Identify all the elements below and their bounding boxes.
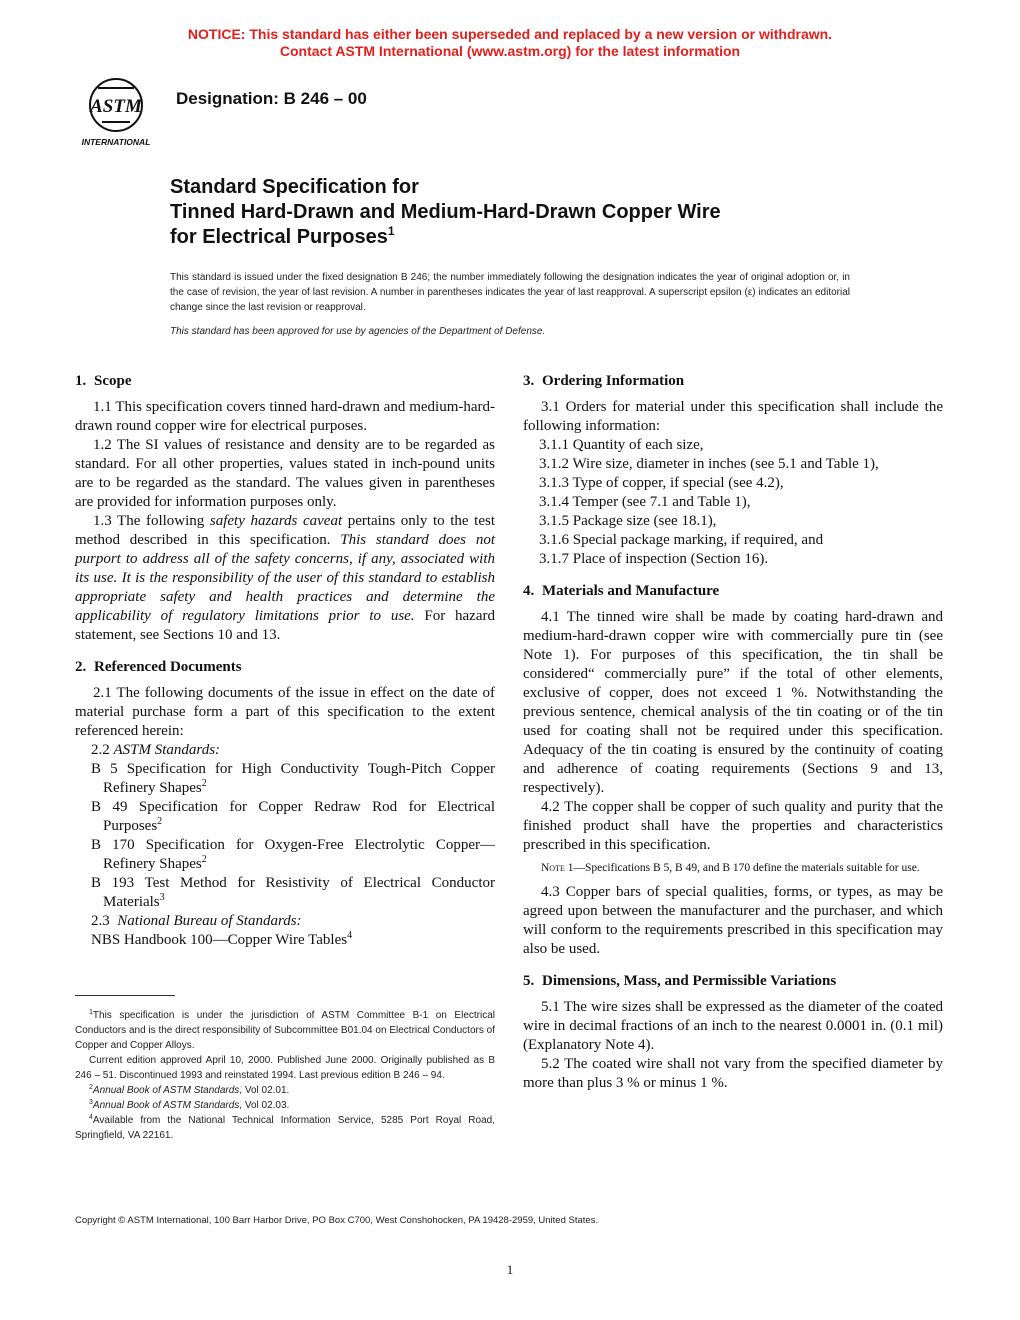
footnotes bbox=[75, 995, 495, 1143]
section-scope bbox=[75, 372, 495, 645]
paragraph: 4.3 Copper bars of special qualities, forms, or types, as may be agreed upon between the manufacturer and the purchaser, and which will conform to the requirements prescribed in this specification may also be used. bbox=[523, 884, 943, 957]
astm-logo bbox=[72, 72, 160, 152]
section-ordering-information bbox=[523, 372, 943, 569]
paragraph: 5.1 The wire sizes shall be expressed as the diameter of the coated wire in decimal fractions of an inch to the nearest 0.0001 in. (0.1 mil) (Explanatory Note 4). bbox=[523, 999, 943, 1053]
paragraph: 1.2 The SI values of resistance and density are to be regarded as standard. For all other properties, values stated in inch-pound units are to be regarded as the standard. The values given in parentheses are provided for information purposes only. bbox=[75, 437, 495, 510]
section-heading: 2. Referenced Documents bbox=[75, 659, 242, 675]
list-item: 3.1.2 Wire size, diameter in inches (see 5.1 and Table 1), bbox=[539, 456, 879, 472]
copyright: Copyright © ASTM International, 100 Barr Harbor Drive, PO Box C700, West Conshohocken, PA 19428-2959, United States. bbox=[75, 1215, 599, 1226]
paragraph: 1.3 The following safety hazards caveat pertains only to the test method described in this specification. This standard does not purport to address all of the safety concerns, if any, associated with its use. It is the responsibility of the user of this standard to establish appropriate safety and health practices and determine the applicability of regulatory limitations prior to use. For hazard statement, see Sections 10 and 13. bbox=[75, 513, 495, 643]
section-heading: 5. Dimensions, Mass, and Permissible Variations bbox=[523, 973, 837, 989]
list-item: 3.1.7 Place of inspection (Section 16). bbox=[539, 551, 769, 567]
designation: Designation: B 246 – 00 bbox=[176, 89, 367, 108]
note: Note 1—Specifications B 5, B 49, and B 170 define the materials suitable for use. bbox=[541, 862, 920, 874]
section-materials-and-manufacture bbox=[523, 582, 943, 959]
list-item: 3.1.4 Temper (see 7.1 and Table 1), bbox=[539, 494, 751, 510]
footnote: $^2$Annual Book of ASTM Standards, Vol 02.01. bbox=[89, 1084, 290, 1096]
reference-item: B 5 Specification for High Conductivity Tough-Pitch Copper Refinery Shapes$^2$ bbox=[91, 761, 495, 796]
section-dimensions bbox=[523, 972, 943, 1093]
section-heading: 1. Scope bbox=[75, 373, 132, 389]
reference-item: B 49 Specification for Copper Redraw Rod for Electrical Purposes$^2$ bbox=[91, 799, 495, 834]
reference-item: B 170 Specification for Oxygen-Free Electrolytic Copper—Refinery Shapes$^2$ bbox=[91, 837, 495, 872]
list-item: 3.1.5 Package size (see 18.1), bbox=[539, 513, 717, 529]
subheading: 2.3 National Bureau of Standards: bbox=[91, 913, 302, 929]
paragraph: 2.1 The following documents of the issue in effect on the date of material purchase form a part of this specification to the extent referenced herein: bbox=[75, 685, 495, 739]
list-item: 3.1.6 Special package marking, if required, and bbox=[539, 532, 824, 548]
svg-text:INTERNATIONAL: INTERNATIONAL bbox=[81, 137, 151, 147]
reference-item: NBS Handbook 100—Copper Wire Tables$^4$ bbox=[91, 930, 353, 948]
list-item: 3.1.1 Quantity of each size, bbox=[539, 437, 704, 453]
paragraph: 4.1 The tinned wire shall be made by coating hard-drawn and medium-hard-drawn copper wire with commercially pure tin (see Note 1). For purposes of this specification, the tin shall be considered“ commercially pure” if the total of other elements, exclusive of copper, does not exceed 1 %. Notwithstanding the previous sentence, chemical analysis of the tin coating or of the tin used for coating shall not be required under this specification. Adequacy of the tin coating is ensured by the continuity of coating and adherence of coating requirements (Sections 9 and 13, respectively). bbox=[523, 609, 943, 796]
title-line-3: for Electrical Purposes$^1$ bbox=[170, 224, 395, 248]
paragraph: 5.2 The coated wire shall not vary from the specified diameter by more than plus 3 % or minus 1 %. bbox=[523, 1056, 943, 1091]
list-item: 3.1.3 Type of copper, if special (see 4.2), bbox=[539, 475, 784, 491]
footnote: $^4$Available from the National Technical Information Service, 5285 Port Royal Road, Springfield, VA 22161. bbox=[75, 1114, 495, 1141]
paragraph: 4.2 The copper shall be copper of such quality and purity that the finished product shall have the properties and characteristics prescribed in this specification. bbox=[523, 799, 943, 853]
paragraph: 1.1 This specification covers tinned hard-drawn and medium-hard-drawn round copper wire for electrical purposes. bbox=[75, 399, 495, 434]
footnote-rule bbox=[75, 995, 175, 996]
section-referenced-documents bbox=[75, 658, 495, 950]
subheading: 2.2 ASTM Standards: bbox=[91, 742, 221, 758]
reference-item: B 193 Test Method for Resistivity of Electrical Conductor Materials$^3$ bbox=[91, 875, 495, 910]
page-number: 1 bbox=[506, 1262, 514, 1277]
left-column bbox=[75, 372, 495, 963]
section-heading: 3. Ordering Information bbox=[523, 373, 685, 389]
notice-line-2: Contact ASTM International (www.astm.org) for the latest information bbox=[279, 43, 741, 59]
svg-text:ASTM: ASTM bbox=[90, 96, 142, 117]
dod-approval-statement: This standard has been approved for use by agencies of the Department of Defense. bbox=[170, 326, 546, 337]
footnote: Current edition approved April 10, 2000. Published June 2000. Originally published as B 246 – 51. Discontinued 1993 and reinstated 1994. Last previous edition B 246 – 94. bbox=[75, 1055, 495, 1081]
title-line-2: Tinned Hard-Drawn and Medium-Hard-Drawn Copper Wire bbox=[170, 201, 721, 223]
title-line-1: Standard Specification for bbox=[170, 176, 419, 198]
document-title bbox=[170, 175, 930, 250]
footnote: $^3$Annual Book of ASTM Standards, Vol 02.03. bbox=[89, 1099, 290, 1111]
footnote: $^1$This specification is under the jurisdiction of ASTM Committee B-1 on Electrical Conductors and is the direct responsibility of Subcommittee B01.04 on Electrical Conductors of Copper and Copper Alloys. bbox=[75, 1009, 495, 1051]
paragraph: 3.1 Orders for material under this specification shall include the following information: bbox=[523, 399, 943, 434]
notice-line-1: NOTICE: This standard has either been superseded and replaced by a new version or withdrawn. bbox=[187, 26, 833, 42]
issuance-statement: This standard is issued under the fixed designation B 246; the number immediately following the designation indicates the year of original adoption or, in the case of revision, the year of last revision. A number in parentheses indicates the year of last reapproval. A superscript epsilon (ε) indicates an editorial change since the last revision or reapproval. bbox=[170, 272, 850, 313]
section-heading: 4. Materials and Manufacture bbox=[523, 583, 720, 599]
right-column bbox=[523, 372, 943, 1106]
withdrawal-notice bbox=[0, 26, 1020, 60]
